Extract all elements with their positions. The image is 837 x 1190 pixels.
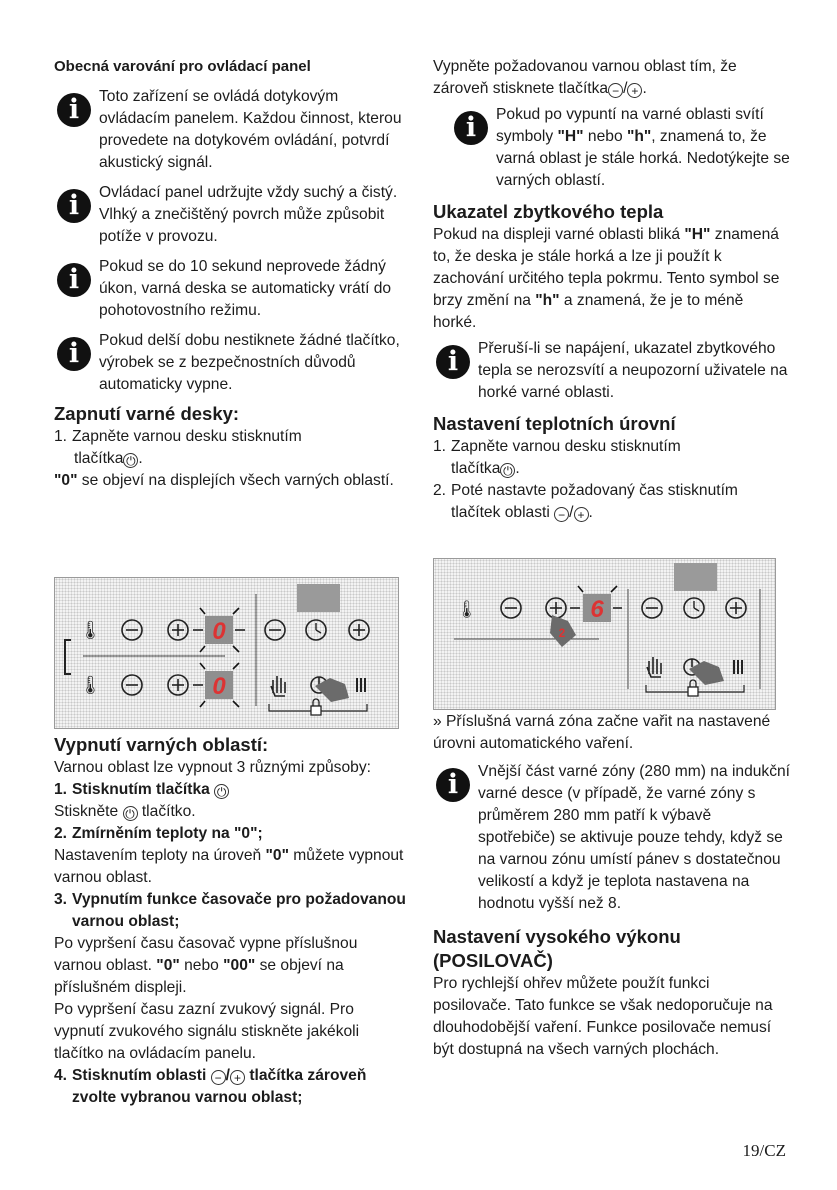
step-title: Stisknutím oblasti <box>72 1067 207 1084</box>
display-digit-lower: 0 <box>212 673 226 700</box>
zero-text: se objeví na displejích všech varných oblastí. <box>77 472 394 489</box>
left-column-lower <box>54 733 406 1109</box>
booster-heading: Nastavení vysokého výkonu (POSILOVAČ) <box>433 926 681 971</box>
vypnuti-step-4: 4. Stisknutím oblasti − / + tlačítka zároveň zvolte vybranou varnou oblast; <box>54 1067 367 1106</box>
booster-icon <box>357 678 365 692</box>
step-title: Zmírněním teploty na "0"; <box>72 825 263 842</box>
v1-text-a: Stiskněte <box>54 803 119 820</box>
nastaveni-step-2: 2. Poté nastavte požadovaný čas stisknutím tlačítek oblasti − / + . <box>433 482 738 522</box>
nastaveni-heading: Nastavení teplotních úrovní <box>433 413 676 434</box>
finger-icon <box>689 661 724 685</box>
timer-icon <box>684 598 704 618</box>
top-text-end: . <box>642 80 647 97</box>
H-value: "H" <box>684 226 711 243</box>
power-icon: ⏻ <box>214 784 229 799</box>
plus-icon: + <box>627 83 642 98</box>
step-number: 2. <box>54 825 68 842</box>
info-icon: i <box>57 93 91 127</box>
h-value: "h" <box>535 292 560 309</box>
indicator-square <box>674 563 717 591</box>
control-panel-drawing <box>55 578 398 728</box>
display-digit: 6 <box>590 596 604 623</box>
vypnuti-step-3 <box>54 889 406 933</box>
step-text: tlačítka <box>74 450 124 467</box>
info-note <box>54 256 406 322</box>
zero-value: "0" <box>156 957 180 974</box>
step-text: . <box>588 504 593 521</box>
right-top-text: Vypněte požadovanou varnou oblast tím, že zároveň stisknete tlačítka − / + . <box>433 58 737 98</box>
vypnuti-intro: Varnou oblast lze vypnout 3 různými způsoby: <box>54 759 371 776</box>
hand-icon <box>647 657 661 677</box>
v1-text-b: tlačítko. <box>141 803 196 820</box>
control-panel-diagram-1 <box>54 577 399 729</box>
step-number: 4. <box>54 1067 68 1084</box>
power-icon: ⏻ <box>123 453 138 468</box>
plus-icon: + <box>574 507 589 522</box>
double-zero-value: "00" <box>223 957 256 974</box>
power-icon: ⏻ <box>500 463 515 478</box>
step-text: tlačítka <box>451 460 501 477</box>
lock-icon <box>688 680 698 696</box>
right-column-lower <box>433 711 791 1061</box>
warnings-heading: Obecná varování pro ovládací panel <box>54 58 311 75</box>
step-title: Stisknutím tlačítka <box>72 781 210 798</box>
v2-text <box>54 845 406 889</box>
indicator-square <box>297 584 340 612</box>
plus-icon <box>168 675 188 695</box>
plus-icon <box>349 620 369 640</box>
zero-value: "0" <box>265 847 289 864</box>
ukazatel-text-a: Pokud na displeji varné oblasti bliká <box>433 226 685 243</box>
step-number: 3. <box>54 891 68 908</box>
vypnuti-step-2 <box>54 823 406 845</box>
v3-text-c: Po vypršení času zazní zvukový signál. Pro vypnutí zvukového signálu stiskněte jakékoli tlačítko na ovládacím panelu. <box>54 1001 360 1062</box>
minus-icon: − <box>554 507 569 522</box>
note-text: Vnější část varné zóny (280 mm) na indukční varné desce (v případě, že varné zóny s průměrem 280 mm patří k výbavě spotřebiče) se aktivuje pouze tehdy, když se na varnou zónu umístí pánev s dostatečnou velikostí a když je teplota nastavena na hodnotu vyšší než 8. <box>478 763 791 912</box>
note-text: Přeruší-li se napájení, ukazatel zbytkového tepla se nerozsvítí a neupozorní uživatele na horké varné oblasti. <box>478 340 788 401</box>
info-icon: i <box>57 263 91 297</box>
note-text: Pokud po vypuntí na varné oblasti svítí symboly <box>496 106 764 145</box>
v2-text-b: můžete vypnout varnou oblast. <box>54 847 404 886</box>
ukazatel-text-b: znamená to, že deska je stále horká a lze ji použít k zachování určitého tepla pokrmu. Tento symbol se brzy změní na <box>433 226 780 309</box>
lock-icon <box>311 699 321 715</box>
control-panel-diagram-2 <box>433 558 776 710</box>
zapnuti-zero-text <box>54 470 406 492</box>
result-text: » Příslušná varná zóna začne vařit na nastavené úrovni automatického vaření. <box>433 713 771 752</box>
info-icon: i <box>57 189 91 223</box>
info-icon: i <box>454 111 488 145</box>
zero-value: "0" <box>54 472 78 489</box>
minus-icon: − <box>211 1070 226 1085</box>
vypnuti-step-1 <box>54 779 406 801</box>
minus-icon <box>642 598 662 618</box>
booster-icon <box>734 660 742 674</box>
heat-icon <box>456 600 478 620</box>
plus-icon <box>726 598 746 618</box>
note-text: Ovládací panel udržujte vždy suchý a čistý. Vlhký a znečištěný povrch může způsobit potíže v provozu. <box>99 184 398 245</box>
power-icon: ⏻ <box>123 806 138 821</box>
step-title: tlačítka zároveň zvolte vybranou varnou oblast; <box>72 1067 367 1106</box>
ukazatel-heading: Ukazatel zbytkového tepla <box>433 201 664 222</box>
minus-icon <box>122 620 142 640</box>
left-column <box>54 56 406 492</box>
info-note <box>451 104 791 192</box>
h-value: "h" <box>626 128 652 145</box>
step-text: Zapněte varnou desku stisknutím <box>451 438 681 455</box>
step-number: 2. <box>433 482 447 499</box>
info-icon: i <box>436 768 470 802</box>
zapnuti-step <box>54 426 406 470</box>
step-text: . <box>515 460 520 477</box>
note-text: Pokud se do 10 sekund neprovede žádný úkon, varná deska se automaticky vrátí do pohotovostního režimu. <box>99 258 392 319</box>
minus-icon <box>122 675 142 695</box>
step-title: Vypnutím funkce časovače pro požadovanou varnou oblast; <box>72 891 406 930</box>
v3-text-mid: nebo <box>179 957 224 974</box>
svg-text:🌡: 🌡 <box>79 675 102 696</box>
info-note <box>54 182 406 248</box>
v3-text <box>54 933 406 999</box>
svg-text:🌡: 🌡 <box>79 620 102 641</box>
v3-text-a: Po vypršení času časovač vypne příslušnou varnou oblast. <box>54 935 358 974</box>
note-text: nebo <box>583 128 627 145</box>
display-digit-upper: 0 <box>212 618 226 645</box>
minus-icon <box>501 598 521 618</box>
hand-icon <box>271 676 285 696</box>
plus-icon: + <box>230 1070 245 1085</box>
step-number: 1. <box>433 438 447 455</box>
info-icon: i <box>436 345 470 379</box>
step-text: tlačítek oblasti <box>451 504 550 521</box>
zapnuti-heading: Zapnutí varné desky: <box>54 403 240 424</box>
heat-icon <box>79 675 102 696</box>
H-value: "H" <box>557 128 584 145</box>
step-text: Zapněte varnou desku stisknutím <box>72 428 302 445</box>
step-text: Poté nastavte požadovaný čas stisknutím <box>451 482 738 499</box>
v2-text-a: Nastavením teploty na úroveň <box>54 847 266 864</box>
timer-icon <box>306 620 326 640</box>
booster-text: Pro rychlejší ohřev můžete použít funkci posilovače. Tato funkce se však nedoporučuje na dlouhodobější vaření. Funkce posilovače nemusí být dostupná na všech varných plochách. <box>433 975 773 1058</box>
plus-icon <box>168 620 188 640</box>
note-text: Pokud delší dobu nestiknete žádné tlačítko, výrobek se z bezpečnostních důvodů automaticky vypne. <box>99 332 400 393</box>
note-text: , znamená to, že varná oblast je stále horká. Nedotýkejte se varných oblastí. <box>496 128 790 189</box>
v3-text-b: se objeví na příslušném displeji. <box>54 957 344 996</box>
ukazatel-text-c: a znamená, že je to méně horké. <box>433 292 744 331</box>
control-panel-drawing <box>434 559 775 709</box>
page-number: 19/CZ <box>742 1141 786 1160</box>
note-text: Toto zařízení se ovládá dotykovým ovládacím panelem. Každou činnost, kterou provedete na dotykovém ovládání, potvrdí akustický signál. <box>99 88 402 171</box>
minus-icon <box>265 620 285 640</box>
right-column <box>433 56 791 524</box>
hand-number: 2 <box>558 626 566 640</box>
heat-icon <box>79 620 102 641</box>
nastaveni-step-1 <box>433 436 791 480</box>
ukazatel-text <box>433 224 791 334</box>
info-icon: i <box>57 337 91 371</box>
finger-icon <box>315 678 349 702</box>
top-text: Vypněte požadovanou varnou oblast tím, že zároveň stisknete tlačítka <box>433 58 737 97</box>
info-note <box>433 761 791 915</box>
vypnuti-heading: Vypnutí varných oblastí: <box>54 734 269 755</box>
svg-text:🌡: 🌡 <box>456 600 478 620</box>
info-note <box>433 338 791 404</box>
minus-icon: − <box>608 83 623 98</box>
step-number: 1. <box>54 428 68 445</box>
info-note <box>54 86 406 174</box>
v1-text <box>54 801 406 823</box>
plus-icon <box>546 598 566 618</box>
info-note <box>54 330 406 396</box>
step-text: . <box>138 450 143 467</box>
step-number: 1. <box>54 781 68 798</box>
